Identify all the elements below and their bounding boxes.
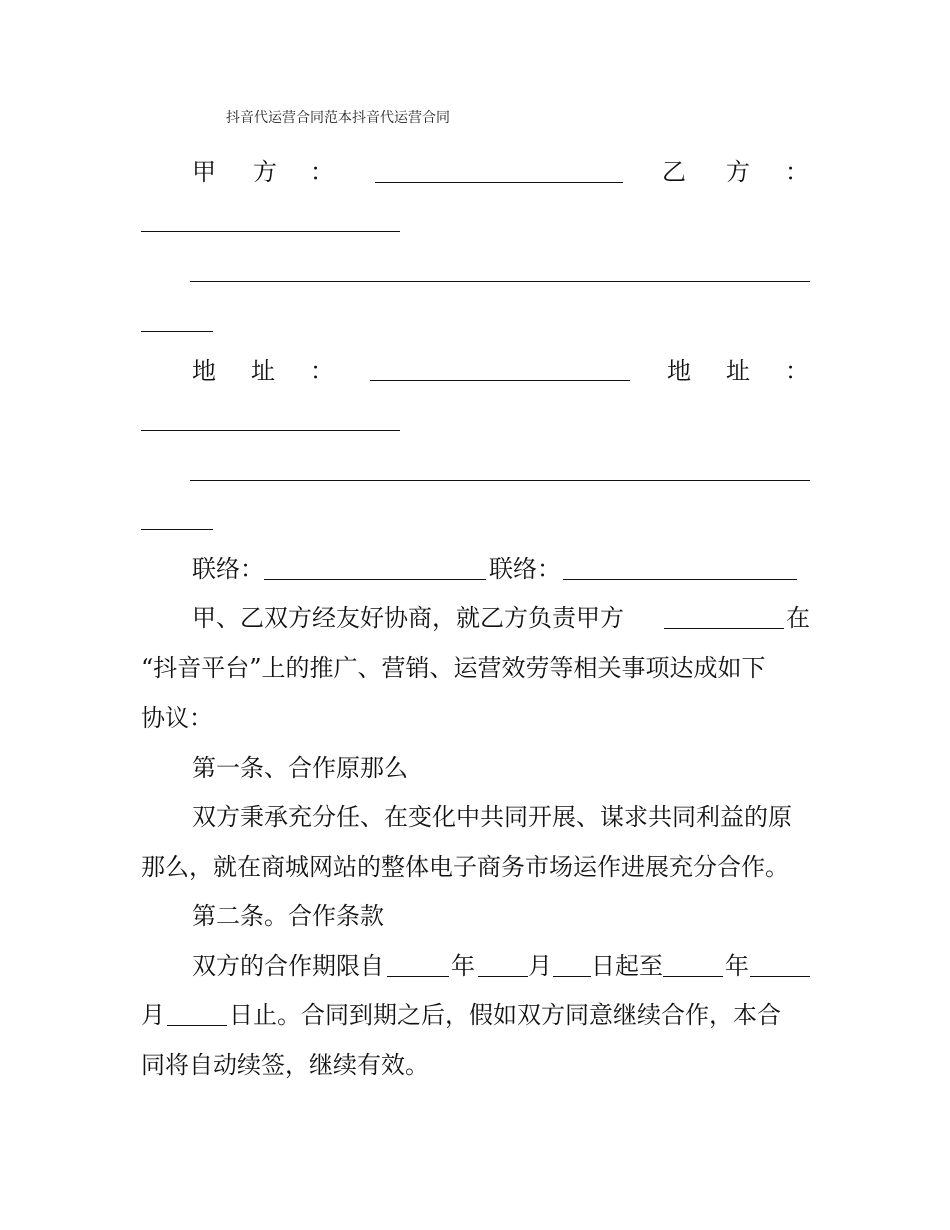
term-start-day-blank [553,976,591,977]
term-until-label: 日起至 [591,952,663,980]
party-a-label-char-2: 方 [253,158,277,186]
term-end-month-label: 月 [141,1001,165,1029]
article-2-heading: 第二条。合作条款 [192,902,384,930]
intro-line-1: 甲、乙双方经友好协商，就乙方负责甲方 [192,604,624,632]
party-b-label-char-2: 方 [726,158,750,186]
term-year-label: 年 [451,952,475,980]
term-month-label: 月 [528,952,552,980]
party-blank-line [190,281,810,282]
article-1-body-line-1: 双方秉承充分任、在变化中共同开展、谋求共同利益的原 [192,803,792,831]
term-text-start: 双方的合作期限自 [192,952,384,980]
term-line-3: 同将自动续签，继续有效。 [141,1051,429,1079]
intro-line-1-end: 在 [786,604,810,632]
contact-a-blank [264,579,486,580]
address-a-label-char-1: 地 [192,357,216,385]
term-end-month-blank [750,976,810,977]
address-b-label-char-1: 地 [667,357,691,385]
party-a-blank [375,182,623,183]
article-1-heading: 第一条、合作原那么 [192,754,408,782]
address-blank-line [190,480,810,481]
address-b-blank [141,430,400,431]
party-b-label-colon: ： [785,158,809,186]
party-b-blank [141,231,400,232]
term-end-year-label: 年 [725,952,749,980]
address-a-label-colon: ： [310,357,334,385]
term-end-year-blank [663,976,723,977]
contact-b-label: 联络： [489,555,561,583]
party-blank-line-end [141,331,213,332]
intro-blank [664,628,784,629]
term-start-month-blank [478,976,528,977]
intro-line-3: 协议： [141,704,213,732]
party-b-label-char-1: 乙 [662,158,686,186]
article-1-body-line-2: 那么，就在商城网站的整体电子商务市场运作进展充分合作。 [141,853,789,881]
document-header-title: 抖音代运营合同范本抖音代运营合同 [226,110,450,126]
address-blank-line-end [141,529,213,530]
address-a-blank [370,380,630,381]
term-start-year-blank [387,976,449,977]
contact-a-label: 联络： [192,555,264,583]
address-b-label-char-2: 址 [726,357,750,385]
intro-line-2: “抖音平台”上的推广、营销、运营效劳等相关事项达成如下 [141,654,766,682]
party-a-label-char-1: 甲 [192,158,216,186]
address-a-label-char-2: 址 [251,357,275,385]
address-b-label-colon: ： [785,357,809,385]
party-a-label-colon: ： [310,158,334,186]
term-line-2-text: 日止。合同到期之后，假如双方同意继续合作，本合 [229,1001,781,1029]
term-end-day-blank [167,1025,227,1026]
contact-b-blank [563,579,797,580]
